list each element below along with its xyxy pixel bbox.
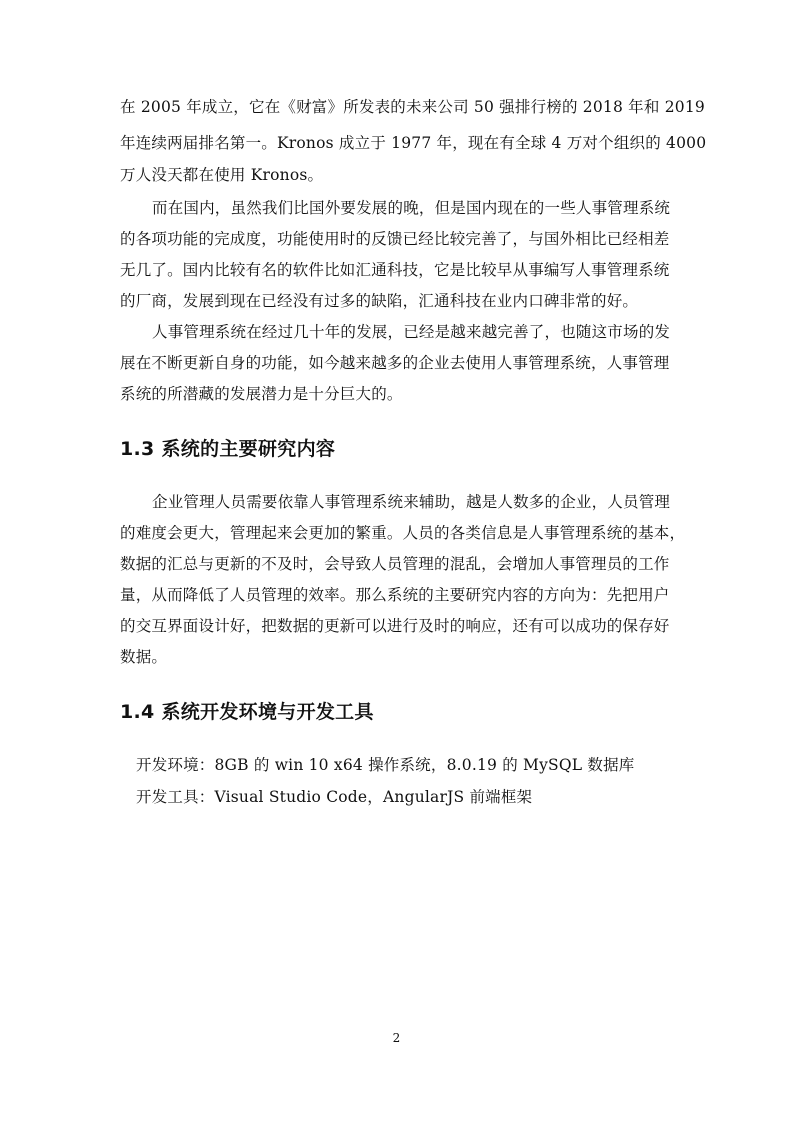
paragraph-1-line-2: 年连续两届排名第一。Kronos 成立于 1977 年，现在有全球 4 万对个组织的 4000	[120, 134, 707, 152]
paragraph-2-line-1: 而在国内，虽然我们比国外要发展的晚，但是国内现在的一些人事管理系统	[152, 199, 671, 217]
paragraph-3-line-3: 系统的所潜藏的发展潜力是十分巨大的。	[120, 385, 403, 403]
dev-environment-line: 开发环境：8GB 的 win 10 x64 操作系统，8.0.19 的 MySQL 数据库	[136, 756, 635, 774]
paragraph-2-line-4: 的厂商，发展到现在已经没有过多的缺陷，汇通科技在业内口碑非常的好。	[120, 292, 639, 310]
paragraph-3-line-1: 人事管理系统在经过几十年的发展，已经是越来越完善了，也随这市场的发	[152, 323, 671, 341]
page-number: 2	[392, 1031, 401, 1045]
paragraph-1-line-3: 万人没天都在使用 Kronos。	[120, 166, 324, 184]
section-1-3-line-3: 数据的汇总与更新的不及时，会导致人员管理的混乱，会增加人事管理员的工作	[120, 555, 670, 573]
section-1-3-line-6: 数据。	[120, 648, 168, 666]
paragraph-2-line-3: 无几了。国内比较有名的软件比如汇通科技，它是比较早从事编写人事管理系统	[120, 261, 670, 279]
section-1-3-heading: 1.3 系统的主要研究内容	[120, 438, 336, 460]
section-1-4-heading: 1.4 系统开发环境与开发工具	[120, 701, 374, 723]
paragraph-1-line-1: 在 2005 年成立，它在《财富》所发表的未来公司 50 强排行榜的 2018 年和 2019	[120, 98, 705, 116]
dev-tools-line: 开发工具：Visual Studio Code，AngularJS 前端框架	[136, 788, 533, 806]
paragraph-3-line-2: 展在不断更新自身的功能，如今越来越多的企业去使用人事管理系统，人事管理	[120, 354, 670, 372]
section-1-3-line-1: 企业管理人员需要依靠人事管理系统来辅助，越是人数多的企业，人员管理	[152, 493, 671, 511]
section-1-3-line-5: 的交互界面设计好，把数据的更新可以进行及时的响应，还有可以成功的保存好	[120, 617, 670, 635]
paragraph-2-line-2: 的各项功能的完成度，功能使用时的反馈已经比较完善了，与国外相比已经相差	[120, 230, 670, 248]
section-1-3-line-2: 的难度会更大，管理起来会更加的繁重。人员的各类信息是人事管理系统的基本，	[120, 524, 686, 542]
section-1-3-line-4: 量，从而降低了人员管理的效率。那么系统的主要研究内容的方向为：先把用户	[120, 586, 670, 604]
